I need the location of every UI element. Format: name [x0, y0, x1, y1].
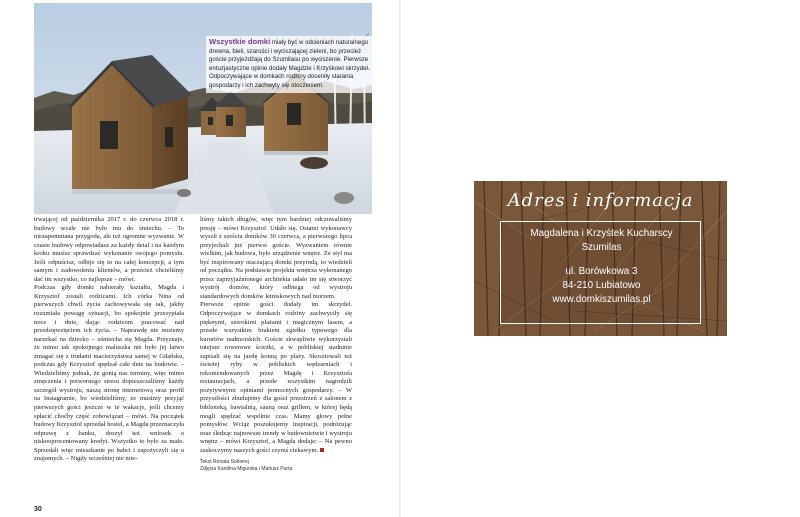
info-box: [474, 181, 727, 336]
info-title: Adres i informacja: [507, 190, 694, 211]
info-frame: [500, 221, 701, 324]
article-paragraph-text: Pierwsze opinie gości dodały im skrzydeł. Odpoczywające w domkach rodziny zachwyciły się pięknymi, szerokimi plażami i magicznym lasem, a przede wszystkim brakiem zgiełku typowego dla kurortów nadmorskich. Goście skwapliwie wykorzystali tutejsze rowerowe ścieżki, a w pobliskiej stadninie zapisali się na jazdę konną po plaży. Skosztowali też świeżej ryby w pobliskich wędzarniach i rekomendowanych przez Magdę i Krzysztofa restauracjach, a przede wszystkim nagrodzili pozytywnymi opiniami pomocnych gospodarzy. – W przyszłości zbudujemy dla gości przestrzeń z salonem z biblioteką, bawialnią, sauną oraz grillem, w której będą mogli spędzać wspólnie czas. Mamy głowy pełne pomysłów. Wciąż poszukujemy inspiracji, podróżując oraz śledząc najnowsze trendy w budownictwie i wystroju wnętrz – mówi Krzysztof, a Magda dodaje: – Na pewno zaskoczymy naszych gości czymś ciekawym.: [200, 301, 352, 454]
end-mark-icon: [320, 448, 324, 452]
article-left-column: [34, 216, 184, 464]
business-name: Szumilas: [581, 242, 622, 253]
website-link[interactable]: www.domkiszumilas.pl: [552, 294, 651, 305]
page-number: 30: [34, 506, 42, 513]
article-paragraph: Podczas gdy domki nabierały kształtu, Magda i Krzysztof zostali rodzicami. Ich córka Nina od pierwszych chwil życia zachowywała się tak, jakby rozumiała powagę sytuacji, bo spokojnie przesypiała noce i dnie, dając rodzicom pracować nad przedsięwzięciem ich życia. – Naprawdę nie możemy narzekać na dziecko – uśmiecha się Magda. Przyznaje, że mimo tak spokojnego maluszka nie było jej łatwo zmagać się z trudami macierzyństwa samej w Gdańsku, podczas gdy Krzysztof spędzał całe dnie na budowie. – Wiedzieliśmy jednak, że gonią nas terminy, więc mimo zmęczenia i potwornego stresu dopieszczaliśmy każdy szczegół wystroju, naszą stronę internetową oraz profil na Instagramie, bo wiedzieliśmy, że musimy przyjąć pierwszych gości jeszcze w te wakacje, jeśli chcemy spłacić choćby część zobowiązań – mówi. Na początek budowy Krzysztof sprzedał hostel, a Magda przeznaczyła odprawę z banku, doszył też wniosek o niskooprocentowany kredyt. Wszystko to było za mało. Sprzedali więc mieszkanie po babci i zapożyczyli się u znajomych. – Nigdy wcześniej nie mie-: [34, 284, 184, 463]
article-paragraph: [200, 301, 352, 455]
postal-address: 84-210 Lubiatowo: [562, 280, 641, 291]
caption-body: miały być w odcieniach naturalnego drewna, bieli, szarości i wyciszającej zieleni, bo przecież goście przyjeżdżają do Szumilasu po wyciszenie. Pierwsze entuzjastyczne opinie dodały Magdzie i Krzyśkowi skrzydeł. Odpoczywające w domkach rodziny doceniły starania gospodarzy i ich zachwyty się otoczeniem.: [209, 39, 370, 89]
photo-credit: Zdjęcia Karolina Migurska i Mariusz Purta: [200, 466, 293, 473]
spread-gutter: [399, 0, 401, 517]
article-right-column: [200, 216, 352, 473]
caption-lead: Wszystkie domki: [209, 37, 271, 46]
author-credit: Tekst Renata Sobierej: [200, 459, 249, 466]
article-paragraph: liśmy takich długów, więc tym bardziej odczuwaliśmy presję – mówi Krzysztof. Udało się. Ostatni wykonawcy wyszli z sześciu domków 30 czerwca, a pierwszego lipca przyjechali już pierwsi goście. Wyzwaniem równie wielkim, jak budowa, było urządzenie wnętrz. Ze styl ma być inspirowany otaczającą domki przyrodą, to wiedzieli od początku. Na podstawie projektu wnętrza wykonanego przez zaprzyjaźnionego architekta udało im się stworzyć wystrój domów, który odbiega od wystroju standardowych domków letniskowych nad morzem.: [200, 216, 352, 300]
article-paragraph: trwającej od października 2017 r. do czerwca 2018 r. budowy wcale nie było mu do śmiechu. – To niezapomniana przygoda, ale też ogromne wyzwanie. W czasie budowy odpowiadasz za każdy detal i na każdym kroku musisz sprawdzać wykonanie swojego pomysłu. Jeśli odpuścisz, odbije się to na całej koncepcji, a tym samym i zadowoleniu klientów, a przecież chcieliśmy dać im wszystko, co najlepsze – mówi.: [34, 216, 184, 283]
cabins-photo: [34, 3, 372, 214]
owners-name: Magdalena i Krzyśtek Kucharscy: [530, 228, 673, 239]
cabins-photo-image: [34, 3, 372, 214]
street-address: ul. Borówkowa 3: [565, 266, 638, 277]
photo-caption: [206, 36, 376, 93]
